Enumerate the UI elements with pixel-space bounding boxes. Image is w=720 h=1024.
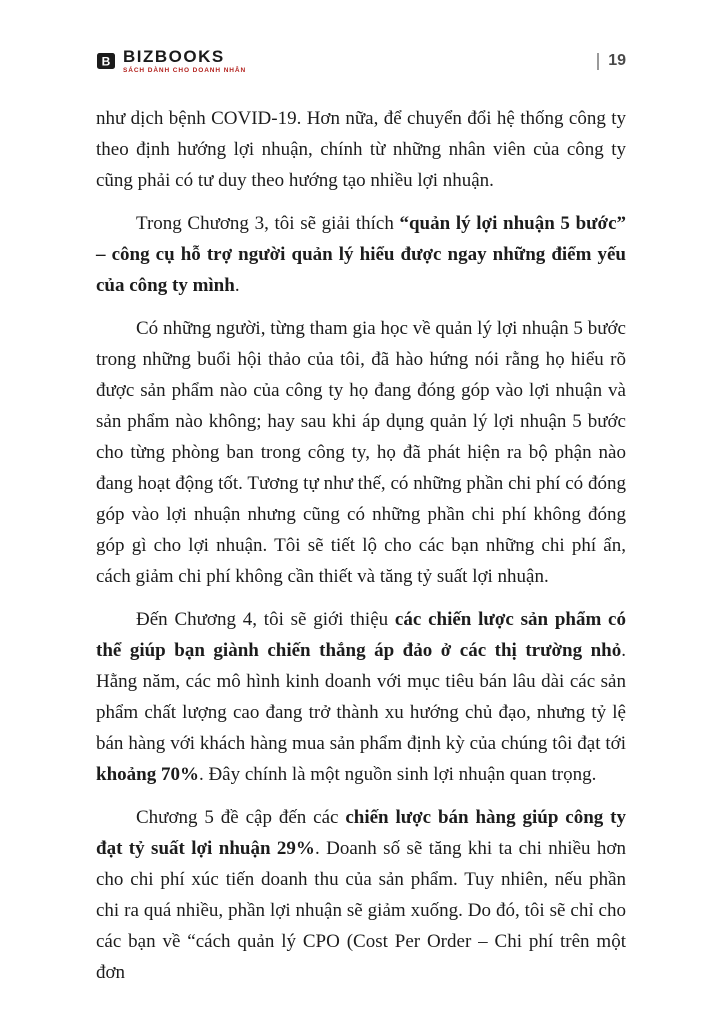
text-segment: .: [234, 274, 240, 296]
bold-text-segment: khoảng 70%: [96, 763, 199, 785]
bizbooks-logo-icon: [96, 51, 116, 71]
text-segment: Đến Chương 4, tôi sẽ giới thiệu: [136, 608, 395, 630]
logo-title: BIZBOOKS: [123, 47, 225, 66]
bold-text-segment: các chiến lược sản phẩm có thể giúp bạn giành chiến thắng áp đảo ở các thị trường nhỏ: [96, 608, 626, 661]
book-page-text: [96, 103, 626, 988]
text-segment: Có những người, từng tham gia học về quản lý lợi nhuận 5 bước trong những buổi hội thảo của tôi, đã hào hứng nói rằng họ hiểu rõ được sản phẩm nào của công ty họ đang đóng góp vào lợi nhuận và sản phẩm nào không; hay sau khi áp dụng quản lý lợi nhuận 5 bước cho từng phòng ban trong công ty, họ đã phát hiện ra bộ phận nào đang hoạt động tốt. Tương tự như thế, có những phần chi phí có đóng góp vào lợi nhuận nhưng cũng có những phần chi phí không đóng góp gì cho lợi nhuận. Tôi sẽ tiết lộ cho các bạn những chi phí ẩn, cách giảm chi phí không cần thiết và tăng tỷ suất lợi nhuận.: [96, 317, 626, 587]
page-number-divider: [597, 53, 599, 70]
text-segment: . Đây chính là một nguồn sinh lợi nhuận quan trọng.: [198, 763, 597, 785]
svg-text:B: B: [101, 54, 111, 69]
bold-text-segment: chiến lược bán hàng giúp công ty đạt tỷ suất lợi nhuận 29%: [96, 806, 626, 859]
page-number-value: 19: [608, 52, 626, 70]
page-number: [597, 52, 626, 70]
bold-text-segment: “quản lý lợi nhuận 5 bước” – công cụ hỗ trợ người quản lý hiểu được ngay những điểm yếu của công ty mình: [96, 212, 627, 296]
logo-tagline: SÁCH DÀNH CHO DOANH NHÂN: [123, 67, 247, 74]
text-segment: . Doanh số sẽ tăng khi ta chi nhiều hơn cho chi phí xúc tiến doanh thu của sản phẩm. Tuy nhiên, nếu phần chi ra quá nhiều, phần lợi nhuận sẽ giảm xuống. Do đó, tôi sẽ chỉ cho các bạn về “cách quản lý CPO (Cost Per Order – Chi phí trên một đơn: [96, 837, 626, 983]
paragraph: [96, 802, 626, 988]
text-segment: . Hằng năm, các mô hình kinh doanh với mục tiêu bán lâu dài các sản phẩm chất lượng cao đang trở thành xu hướng chủ đạo, nhưng tỷ lệ bán hàng với khách hàng mua sản phẩm định kỳ của chúng tôi đạt tới: [96, 639, 626, 754]
paragraph: [96, 208, 626, 301]
paragraph: [96, 604, 626, 790]
bizbooks-logo: [96, 48, 246, 75]
bizbooks-logo-text: [123, 48, 246, 75]
text-segment: Chương 5 đề cập đến các: [136, 806, 346, 828]
text-segment: Trong Chương 3, tôi sẽ giải thích: [136, 212, 400, 234]
paragraph: [96, 313, 626, 592]
paragraph: [96, 103, 626, 196]
page-header: [96, 48, 626, 75]
text-segment: như dịch bệnh COVID-19. Hơn nữa, để chuyển đổi hệ thống công ty theo định hướng lợi nhuận, chính từ những nhân viên của công ty cũng phải có tư duy theo hướng tạo nhiều lợi nhuận.: [96, 107, 626, 191]
